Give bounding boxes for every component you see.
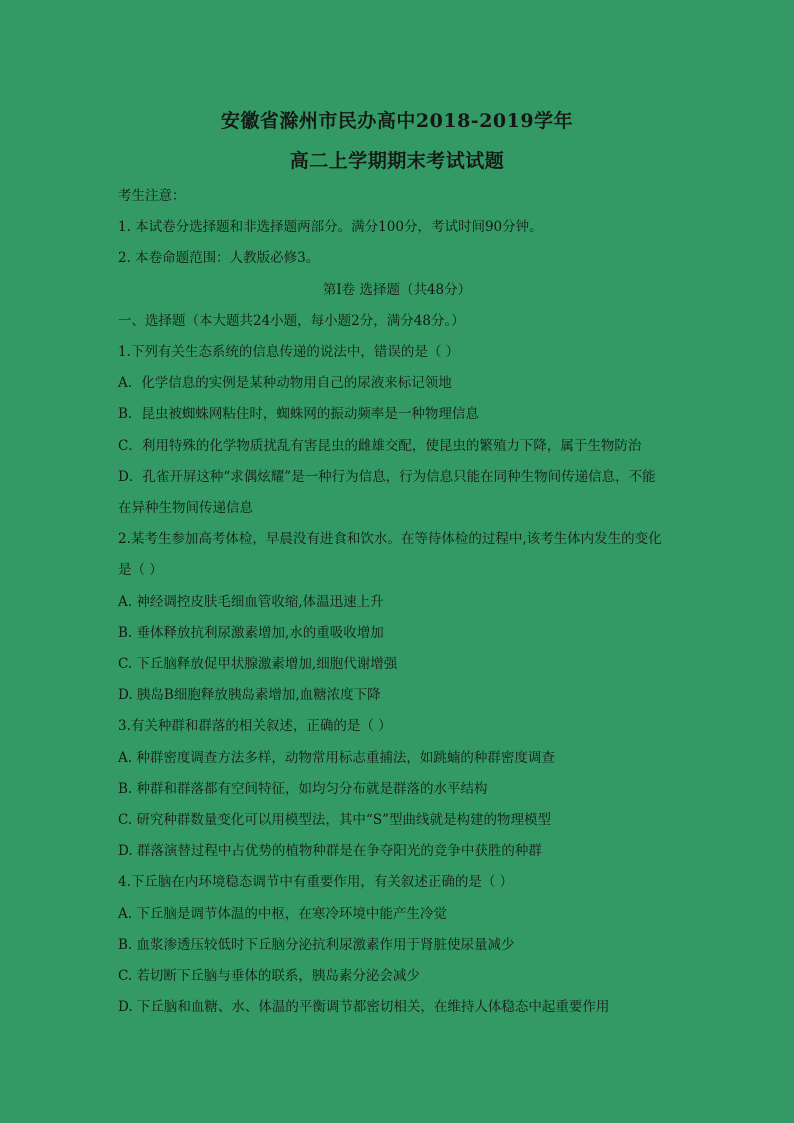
question-2-option-c: C. 下丘脑释放促甲状腺激素增加,细胞代谢增强 — [118, 656, 398, 672]
question-3-option-d: D. 群落演替过程中占优势的植物种群是在争夺阳光的竞争中获胜的种群 — [118, 843, 542, 859]
section-title: 第I卷 选择题（共48分） — [322, 282, 472, 298]
question-4-option-b: B. 血浆渗透压较低时下丘脑分泌抗利尿激素作用于肾脏使尿量减少 — [118, 937, 515, 953]
question-3-option-c: C. 研究种群数量变化可以用模型法，其中“S”型曲线就是构建的物理模型 — [118, 812, 551, 828]
question-2-option-d: D. 胰岛B细胞释放胰岛素增加,血糖浓度下降 — [118, 687, 381, 703]
notice-item-1: 1. 本试卷分选择题和非选择题两部分。满分100分，考试时间90分钟。 — [118, 219, 543, 235]
question-1-option-b: B．昆虫被蜘蛛网粘住时，蜘蛛网的振动频率是一种物理信息 — [118, 406, 479, 422]
question-3-option-a: A. 种群密度调查方法多样，动物常用标志重捕法，如跳蝻的种群密度调查 — [118, 750, 555, 766]
question-1-option-c: C．利用特殊的化学物质扰乱有害昆虫的雌雄交配，使昆虫的繁殖力下降，属于生物防治 — [118, 438, 642, 454]
document-title-line1: 安徽省滁州市民办高中2018-2019学年 — [220, 110, 574, 132]
notice-heading: 考生注意： — [118, 188, 186, 204]
question-4-option-c: C. 若切断下丘脑与垂体的联系，胰岛素分泌会减少 — [118, 968, 420, 984]
question-3-option-b: B. 种群和群落都有空间特征，如均匀分布就是群落的水平结构 — [118, 781, 488, 797]
question-4-option-d: D. 下丘脑和血糖、水、体温的平衡调节都密切相关，在维持人体稳态中起重要作用 — [118, 999, 610, 1015]
question-1-stem: 1.下列有关生态系统的信息传递的说法中，错误的是（ ） — [118, 344, 460, 360]
question-1-option-a: A．化学信息的实例是某种动物用自己的尿液来标记领地 — [118, 375, 452, 391]
notice-item-2: 2. 本卷命题范围：人教版必修3。 — [118, 250, 320, 266]
question-4-option-a: A. 下丘脑是调节体温的中枢，在寒冷环境中能产生冷觉 — [118, 906, 447, 922]
question-1-option-d-continued: 在异种生物间传递信息 — [118, 500, 253, 516]
question-1-option-d: D．孔雀开屏这种“求偶炫耀”是一种行为信息，行为信息只能在同种生物间传递信息，不能 — [118, 469, 656, 485]
question-4-stem: 4.下丘脑在内环境稳态调节中有重要作用，有关叙述正确的是（ ） — [118, 874, 514, 890]
document-title-line2: 高二上学期期末考试试题 — [289, 150, 505, 172]
question-2-option-a: A. 神经调控皮肤毛细血管收缩,体温迅速上升 — [118, 594, 384, 610]
question-2-option-b: B. 垂体释放抗利尿激素增加,水的重吸收增加 — [118, 625, 384, 641]
question-3-stem: 3.有关种群和群落的相关叙述，正确的是（ ） — [118, 718, 392, 734]
question-2-stem-line1: 2.某考生参加高考体检，早晨没有进食和饮水。在等待体检的过程中,该考生体内发生的变化 — [118, 531, 662, 547]
section-instruction: 一、选择题（本大题共24小题，每小题2分，满分48分。） — [118, 313, 465, 329]
question-2-stem-line2: 是（ ） — [118, 562, 163, 578]
